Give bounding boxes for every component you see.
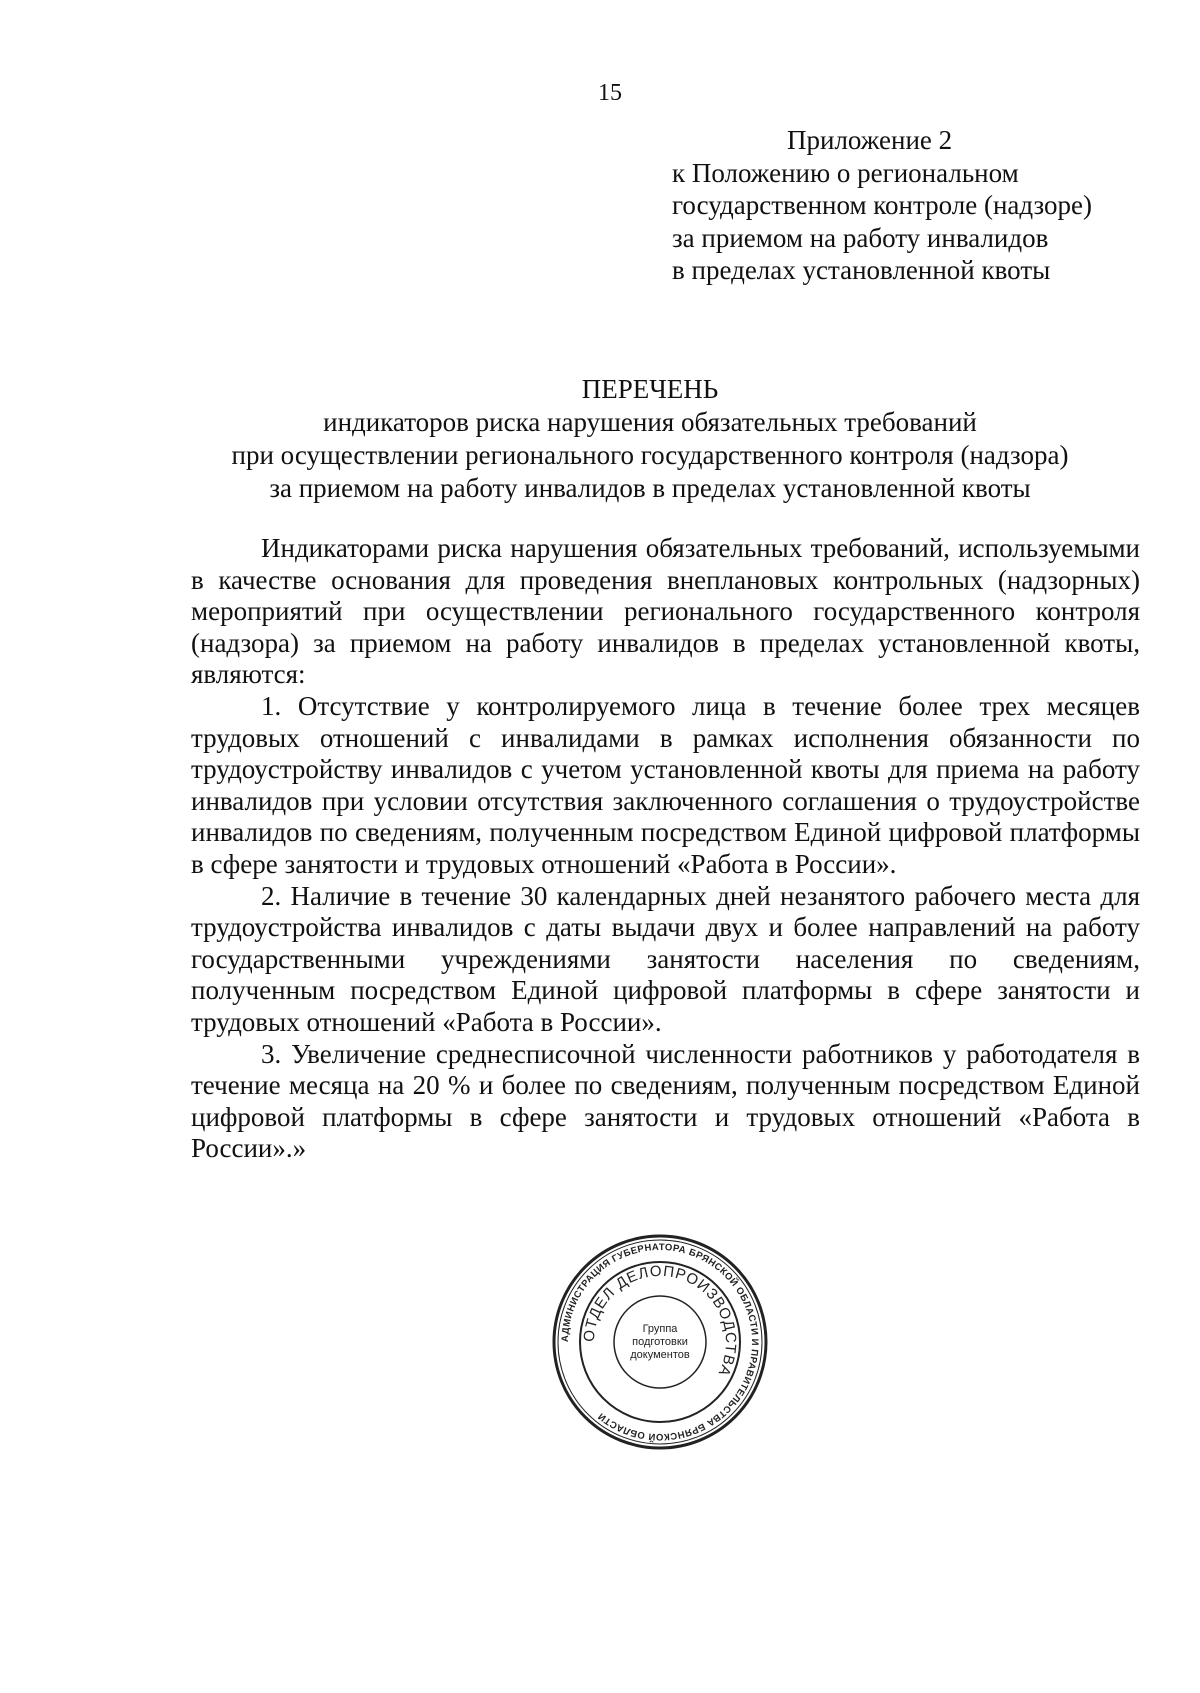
indicator-item: 1. Отсутствие у контролируемого лица в течение более трех месяцев трудовых отношений с инвалидами в рамках исполнения обязанности по трудоустройству инвалидов с учетом установленной квоты для приема на работу инвалидов при условии отсутствия заключенного соглашения о трудоустройстве инвалидов по сведениям, полученным посредством Единой цифровой платформы в сфере занятости и трудовых отношений «Работа в России». xyxy=(191,690,1140,879)
heading-subtitle-line: при осуществлении регионального государственного контроля (надзора) xyxy=(231,440,1069,470)
appendix-line: в пределах установленной квоты xyxy=(672,255,1051,285)
heading-subtitle-line: индикаторов риска нарушения обязательных требований xyxy=(323,407,977,437)
intro-paragraph: Индикаторами риска нарушения обязательных требований, используемыми в качестве основания для проведения внеплановых контрольных (надзорных) мероприятий при осуществлении регионального государственного контроля (надзора) за приемом на работу инвалидов в пределах установленной квоты, являются: xyxy=(191,533,1140,690)
stamp-outer-text: АДМИНИСТРАЦИЯ ГУБЕРНАТОРА БРЯНСКОЙ ОБЛАСТИ И ПРАВИТЕЛЬСТВА БРЯНСКОЙ ОБЛАСТИ xyxy=(559,1241,761,1443)
document-body xyxy=(191,533,1140,1165)
stamp-middle-text: ОТДЕЛ ДЕЛОПРОИЗВОДСТВА xyxy=(580,1262,740,1380)
document-heading xyxy=(150,373,1150,505)
stamp-center-line: подготовки xyxy=(632,1335,688,1348)
indicator-item: 2. Наличие в течение 30 календарных дней незанятого рабочего места для трудоустройства инвалидов с даты выдачи двух и более направлений на работу государственными учреждениями занятости населения по сведениям, полученным посредством Единой цифровой платформы в сфере занятости и трудовых отношений «Работа в России». xyxy=(191,880,1140,1037)
page-number: 15 xyxy=(598,80,622,106)
stamp-center xyxy=(615,1297,705,1387)
appendix-line: Приложение 2 xyxy=(787,125,953,155)
appendix-line: за приемом на работу инвалидов xyxy=(672,222,1049,253)
heading-subtitle-line: за приемом на работу инвалидов в пределах установленной квоты xyxy=(269,473,1031,503)
official-stamp xyxy=(550,1232,770,1452)
appendix-block xyxy=(672,124,1142,287)
appendix-line: государственном контроле (надзоре) xyxy=(672,190,1092,220)
appendix-line: к Положению о региональном xyxy=(672,157,1019,188)
stamp-center-line: Группа xyxy=(642,1322,678,1335)
indicator-item: 3. Увеличение среднесписочной численности работников у работодателя в течение месяца на 20 % и более по сведениям, полученным посредством Единой цифровой платформы в сфере занятости и трудовых отношений «Работа в России».» xyxy=(191,1038,1140,1164)
heading-title: ПЕРЕЧЕНЬ xyxy=(581,374,719,404)
stamp-center-line: документов xyxy=(630,1348,690,1361)
